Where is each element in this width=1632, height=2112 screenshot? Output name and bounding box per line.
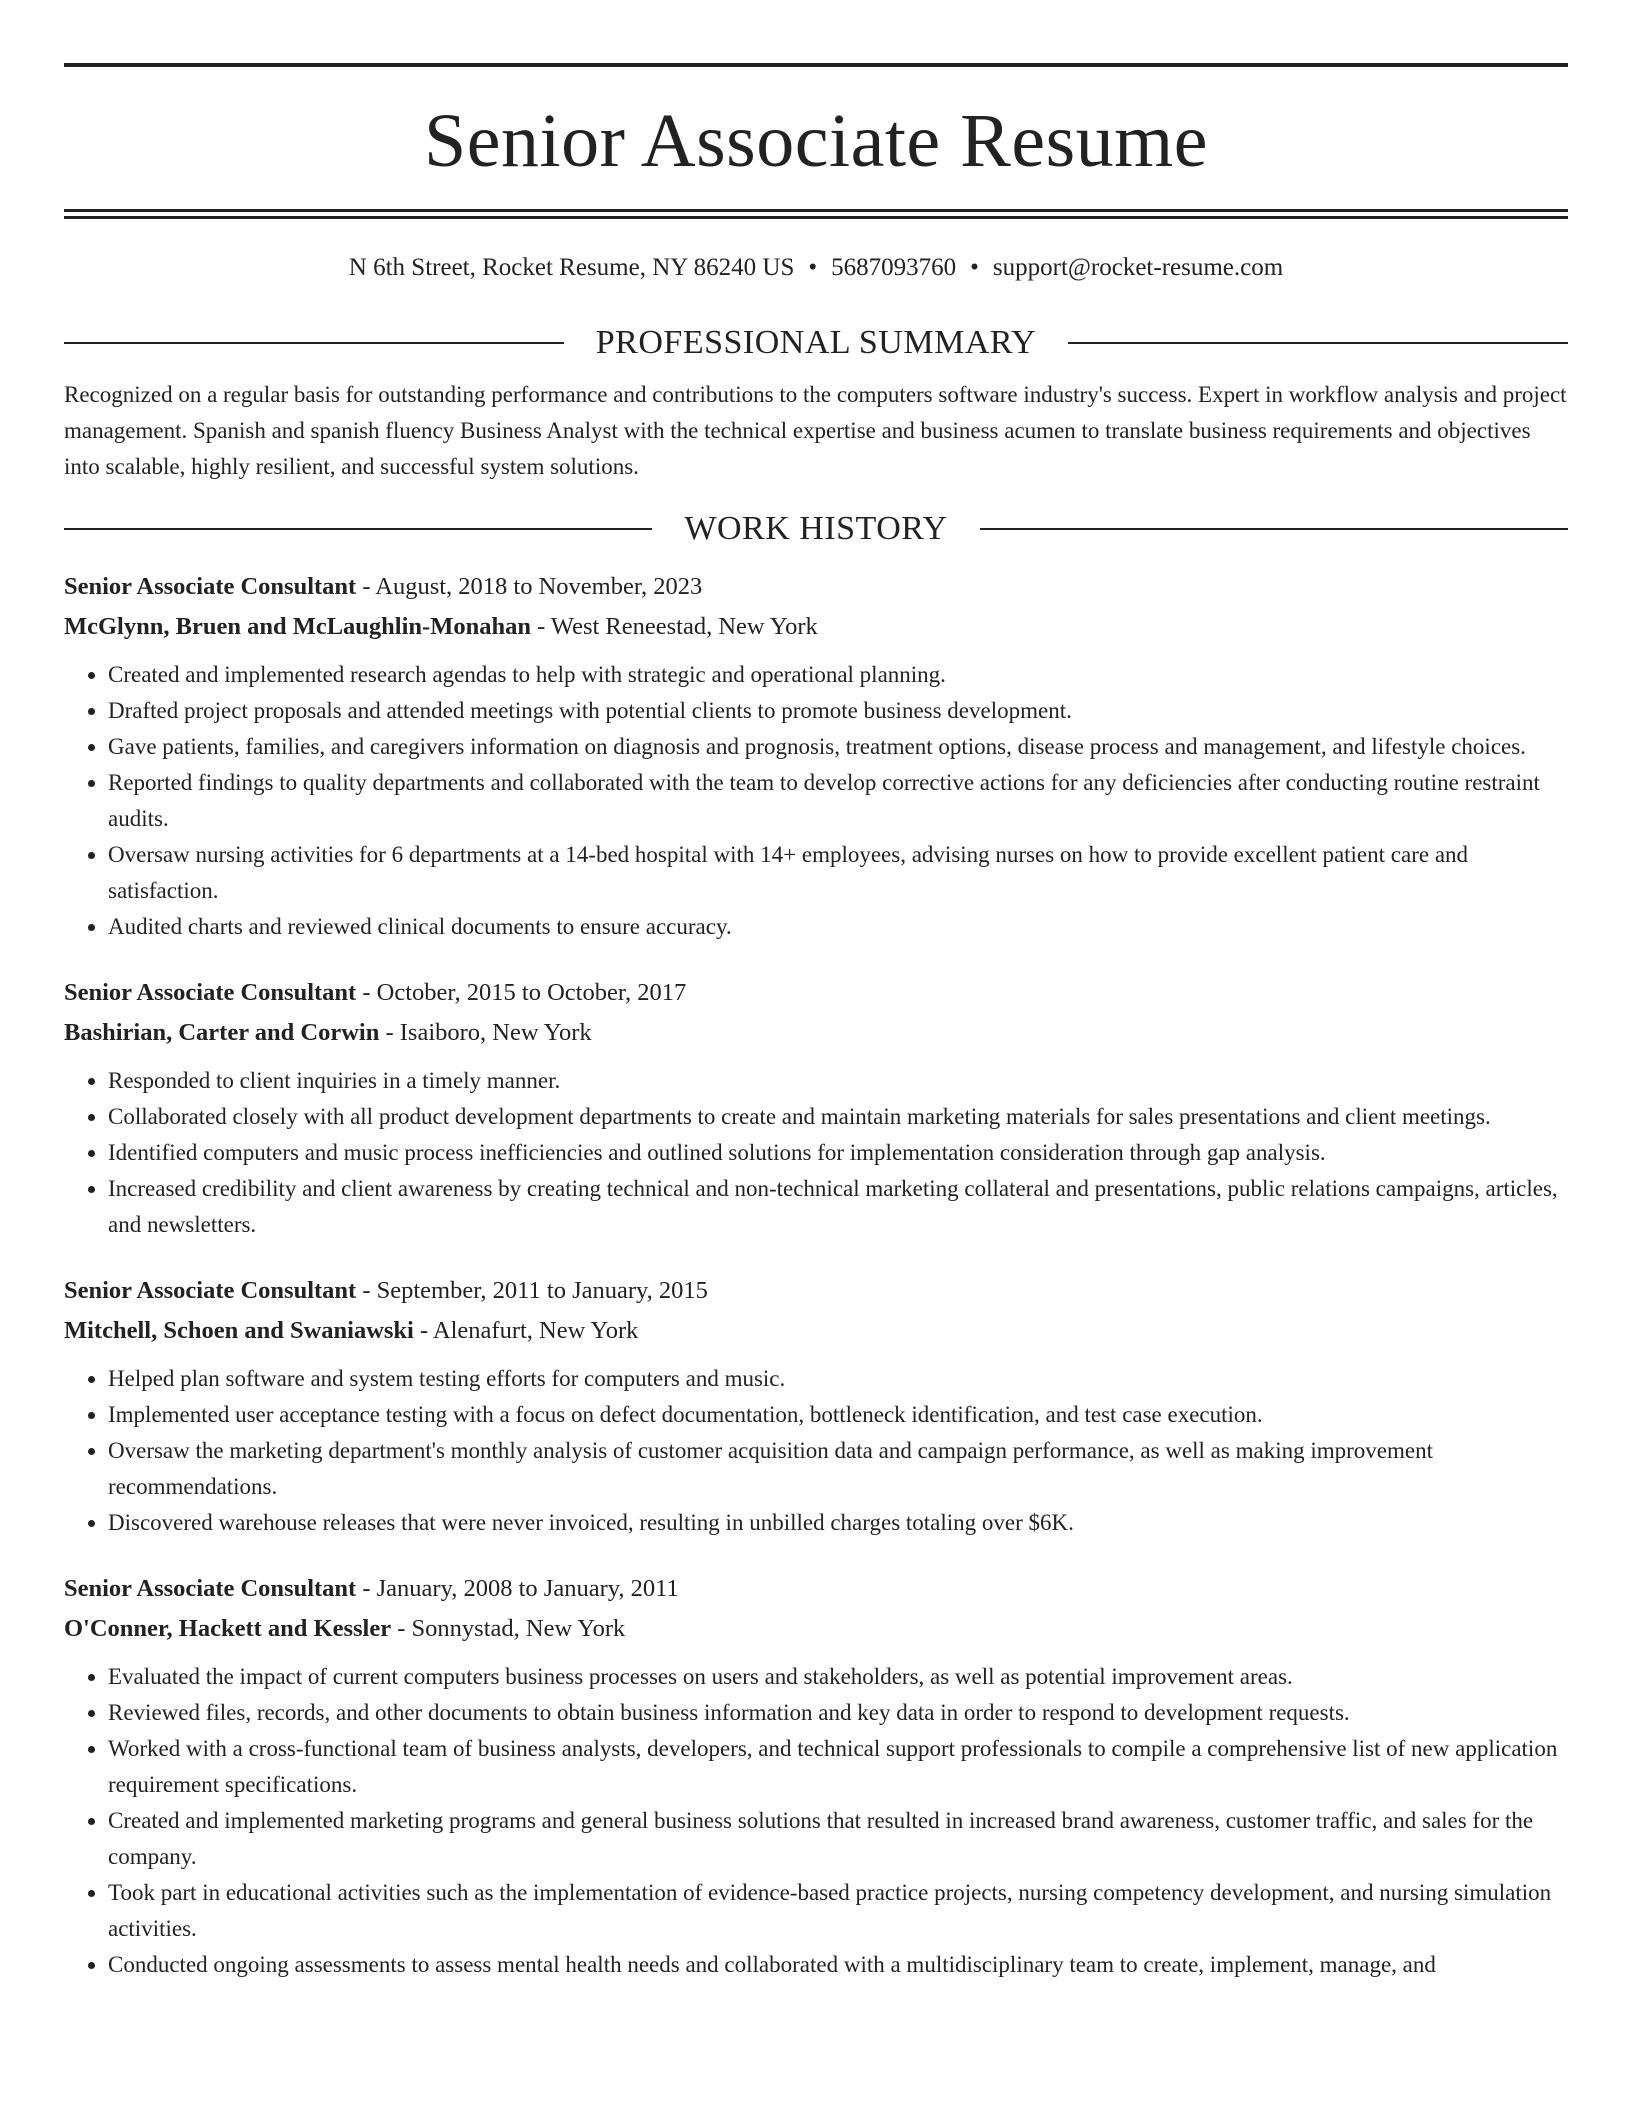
work-history-list [64, 567, 1568, 1983]
job-title-line [64, 567, 1568, 607]
duty-item: • Reported findings to quality departments and collaborated with the team to develop corrective actions for any deficiencies after conducting routine restraint audits. [108, 765, 1568, 837]
job-location: - West Reneestad, New York [537, 613, 818, 640]
summary-heading-row [64, 323, 1568, 363]
duty-item: • Identified computers and music process inefficiencies and outlined solutions for implementation consideration through gap analysis. [108, 1135, 1568, 1171]
job-title: Senior Associate Consultant [64, 573, 357, 600]
job-duties [64, 1361, 1568, 1541]
job-company: Mitchell, Schoen and Swaniawski [64, 1317, 414, 1344]
duty-item: • Created and implemented research agendas to help with strategic and operational planning. [108, 657, 1568, 693]
duty-item: • Reviewed files, records, and other documents to obtain business information and key data in order to respond to development requests. [108, 1695, 1568, 1731]
job-entry [64, 1569, 1568, 1983]
contact-phone: 5687093760 [831, 254, 957, 281]
job-title: Senior Associate Consultant [64, 1575, 357, 1602]
job-title: Senior Associate Consultant [64, 979, 357, 1006]
job-company: McGlynn, Bruen and McLaughlin-Monahan [64, 613, 531, 640]
job-dates: - January, 2008 to January, 2011 [362, 1575, 679, 1602]
duty-item: • Created and implemented marketing programs and general business solutions that resulted in increased brand awareness, customer traffic, and sales for the company. [108, 1803, 1568, 1875]
duty-item: • Evaluated the impact of current computers business processes on users and stakeholders, as well as potential improvement areas. [108, 1659, 1568, 1695]
contact-separator: • [808, 254, 818, 281]
contact-address: N 6th Street, Rocket Resume, NY 86240 US [348, 254, 795, 281]
summary-heading: PROFESSIONAL SUMMARY [595, 324, 1037, 361]
contact-line [64, 253, 1568, 283]
job-dates: - August, 2018 to November, 2023 [362, 573, 703, 600]
summary-text: Recognized on a regular basis for outstanding performance and contributions to the computers software industry's success. Expert in workflow analysis and project management. Spanish and spanish fluency Business Analyst with the technical expertise and business acumen to translate business requirements and objectives into scalable, highly resilient, and successful system solutions. [64, 382, 1567, 479]
top-rule [64, 63, 1568, 67]
job-title-line [64, 1569, 1568, 1609]
job-title: Senior Associate Consultant [64, 1277, 357, 1304]
heading-rule-left [64, 528, 652, 530]
job-company: O'Conner, Hackett and Kessler [64, 1615, 392, 1642]
job-company-line [64, 1013, 1568, 1053]
heading-rule-right [1068, 342, 1568, 344]
duty-item: • Took part in educational activities such as the implementation of evidence-based practice projects, nursing competency development, and nursing simulation activities. [108, 1875, 1568, 1947]
duty-item: • Increased credibility and client awareness by creating technical and non-technical marketing collateral and presentations, public relations campaigns, articles, and newsletters. [108, 1171, 1568, 1243]
work-heading: WORK HISTORY [684, 510, 948, 547]
job-dates: - September, 2011 to January, 2015 [362, 1277, 708, 1304]
job-duties [64, 657, 1568, 945]
job-company-line [64, 1609, 1568, 1649]
heading-rule-left [64, 342, 564, 344]
duty-item: • Implemented user acceptance testing with a focus on defect documentation, bottleneck identification, and test case execution. [108, 1397, 1568, 1433]
heading-rule-right [980, 528, 1568, 530]
duty-item: • Conducted ongoing assessments to assess mental health needs and collaborated with a multidisciplinary team to create, implement, manage, and [108, 1947, 1568, 1983]
duty-item: • Discovered warehouse releases that were never invoiced, resulting in unbilled charges totaling over $6K. [108, 1505, 1568, 1541]
job-title-line [64, 973, 1568, 1013]
work-heading-row [64, 509, 1568, 549]
job-title-line [64, 1271, 1568, 1311]
duty-item: • Drafted project proposals and attended meetings with potential clients to promote business development. [108, 693, 1568, 729]
duty-item: • Audited charts and reviewed clinical documents to ensure accuracy. [108, 909, 1568, 945]
duty-item: • Collaborated closely with all product development departments to create and maintain marketing materials for sales presentations and client meetings. [108, 1099, 1568, 1135]
job-location: - Isaiboro, New York [385, 1019, 592, 1046]
duty-item: • Helped plan software and system testing efforts for computers and music. [108, 1361, 1568, 1397]
job-duties [64, 1659, 1568, 1983]
contact-separator: • [970, 254, 979, 281]
job-company-line [64, 1311, 1568, 1351]
duty-item: • Worked with a cross-functional team of business analysts, developers, and technical support professionals to compile a comprehensive list of new application requirement specifications. [108, 1731, 1568, 1803]
job-entry [64, 1271, 1568, 1541]
job-dates: - October, 2015 to October, 2017 [362, 979, 687, 1006]
duty-item: • Responded to client inquiries in a timely manner. [108, 1063, 1568, 1099]
job-company: Bashirian, Carter and Corwin [64, 1019, 380, 1046]
job-duties [64, 1063, 1568, 1243]
job-entry [64, 973, 1568, 1243]
duty-item: • Oversaw the marketing department's monthly analysis of customer acquisition data and campaign performance, as well as making improvement recommendations. [108, 1433, 1568, 1505]
job-location: - Alenafurt, New York [420, 1317, 639, 1344]
job-entry [64, 567, 1568, 945]
duty-item: • Gave patients, families, and caregivers information on diagnosis and prognosis, treatment options, disease process and management, and lifestyle choices. [108, 729, 1568, 765]
job-location: - Sonnystad, New York [397, 1615, 626, 1642]
title-double-rule [64, 209, 1568, 219]
job-company-line [64, 607, 1568, 647]
contact-email: support@rocket-resume.com [992, 254, 1284, 281]
duty-item: • Oversaw nursing activities for 6 departments at a 14-bed hospital with 14+ employees, advising nurses on how to provide excellent patient care and satisfaction. [108, 837, 1568, 909]
page-title: Senior Associate Resume [423, 99, 1209, 183]
